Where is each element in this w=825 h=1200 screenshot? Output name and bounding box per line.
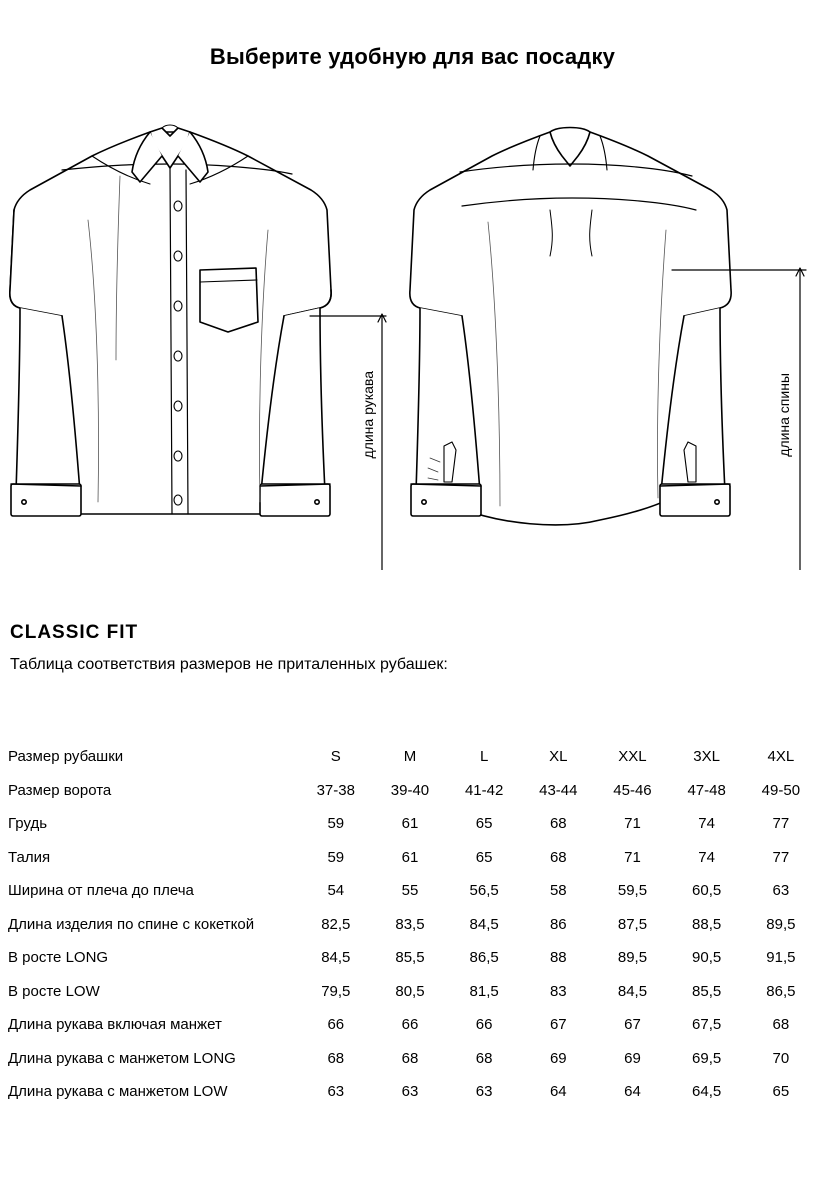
cell: 58 <box>549 882 567 900</box>
back-length-label: длина спины <box>776 373 792 457</box>
table-col-xl: XL <box>549 748 568 766</box>
cell: 59 <box>327 848 345 866</box>
cell: 86,5 <box>469 949 499 967</box>
shirt-illustration <box>0 110 825 570</box>
cell: 84,5 <box>321 949 351 967</box>
cell: 64,5 <box>692 1083 722 1101</box>
cell: 84,5 <box>469 915 499 933</box>
cell: 67 <box>624 1016 641 1034</box>
cell: 43-44 <box>539 781 578 799</box>
row-label: Талия <box>8 848 51 866</box>
table-col-3xl: 3XL <box>693 748 720 766</box>
cell: 47-48 <box>687 781 726 799</box>
table-row <box>8 1008 818 1042</box>
row-label: Длина рукава с манжетом LONG <box>8 1049 236 1067</box>
table-col-4xl: 4XL <box>767 748 795 766</box>
table-row <box>8 975 818 1009</box>
cell: 59 <box>327 815 345 833</box>
cell: 82,5 <box>321 915 351 933</box>
row-label: В росте LOW <box>8 982 100 1000</box>
cell: 54 <box>327 882 345 900</box>
cell: 79,5 <box>321 982 351 1000</box>
cell: 77 <box>772 815 790 833</box>
cell: 60,5 <box>692 882 722 900</box>
cell: 90,5 <box>692 949 722 967</box>
table-row <box>8 774 818 808</box>
table-row <box>8 908 818 942</box>
cell: 91,5 <box>766 949 796 967</box>
cell: 56,5 <box>469 882 499 900</box>
cell: 87,5 <box>617 915 648 933</box>
cell: 67,5 <box>692 1016 722 1034</box>
table-row <box>8 841 818 875</box>
cell: 45-46 <box>613 781 652 799</box>
cell: 77 <box>772 848 790 866</box>
cell: 41-42 <box>464 781 504 799</box>
size-table <box>8 740 818 1109</box>
cell: 65 <box>475 848 493 866</box>
row-label: В росте LONG <box>8 949 109 967</box>
cell: 83 <box>549 982 567 1000</box>
cell: 66 <box>327 1016 345 1034</box>
cell: 85,5 <box>692 982 722 1000</box>
cell: 66 <box>401 1016 419 1034</box>
cell: 68 <box>401 1049 419 1067</box>
cell: 85,5 <box>395 949 425 967</box>
cell: 69 <box>624 1049 641 1067</box>
cell: 63 <box>401 1083 419 1101</box>
cell: 68 <box>549 848 567 866</box>
table-row <box>8 807 818 841</box>
cell: 88,5 <box>692 915 722 933</box>
cell: 86 <box>549 915 567 933</box>
row-label: Длина изделия по спине с кокеткой <box>8 915 255 933</box>
cell: 63 <box>327 1083 345 1101</box>
cell: 81,5 <box>469 982 499 1000</box>
shirt-back-view <box>410 128 731 525</box>
cell: 89,5 <box>766 915 796 933</box>
cell: 74 <box>698 815 715 833</box>
cell: 65 <box>772 1083 790 1101</box>
cell: 70 <box>772 1049 790 1067</box>
table-col-l: L <box>479 748 489 766</box>
cell: 88 <box>549 949 567 967</box>
row-label: Размер ворота <box>8 781 112 799</box>
row-label: Длина рукава с манжетом LOW <box>8 1083 228 1101</box>
fit-subtitle: Таблица соответствия размеров не приталенных рубашек: <box>10 656 448 673</box>
cell: 71 <box>624 848 641 866</box>
cell: 61 <box>401 848 419 866</box>
fit-heading: CLASSIC FIT <box>10 622 139 643</box>
cell: 65 <box>475 815 493 833</box>
cell: 68 <box>327 1049 345 1067</box>
cell: 59,5 <box>617 882 648 900</box>
table-col-s: S <box>330 748 341 766</box>
table-row <box>8 941 818 975</box>
sleeve-length-label-wrap <box>356 310 380 520</box>
cell: 37-38 <box>316 781 355 799</box>
table-header-row <box>8 740 818 774</box>
cell: 63 <box>475 1083 493 1101</box>
cell: 68 <box>549 815 567 833</box>
cell: 68 <box>475 1049 493 1067</box>
cell: 66 <box>475 1016 493 1034</box>
row-label: Грудь <box>8 815 48 833</box>
cell: 68 <box>772 1016 790 1034</box>
page-title: Выберите удобную для вас посадку <box>209 44 616 69</box>
row-label: Ширина от плеча до плеча <box>8 882 194 900</box>
table-col-m: M <box>403 748 417 766</box>
row-label: Длина рукава включая манжет <box>8 1016 222 1034</box>
table-row <box>8 874 818 908</box>
shirt-front-view <box>10 125 331 516</box>
cell: 89,5 <box>617 949 648 967</box>
cell: 80,5 <box>395 982 425 1000</box>
table-col-xxl: XXL <box>618 748 647 766</box>
cell: 64 <box>624 1083 641 1101</box>
cell: 69 <box>549 1049 567 1067</box>
cell: 61 <box>401 815 419 833</box>
table-row <box>8 1075 818 1109</box>
cell: 49-50 <box>761 781 801 799</box>
cell: 63 <box>772 882 790 900</box>
cell: 67 <box>549 1016 567 1034</box>
cell: 39-40 <box>390 781 430 799</box>
cell: 64 <box>549 1083 567 1101</box>
cell: 69,5 <box>692 1049 722 1067</box>
table-header-label: Размер рубашки <box>8 748 124 766</box>
cell: 55 <box>401 882 419 900</box>
cell: 86,5 <box>766 982 796 1000</box>
cell: 84,5 <box>617 982 648 1000</box>
back-length-label-wrap <box>772 310 796 520</box>
cell: 71 <box>624 815 641 833</box>
cell: 74 <box>698 848 715 866</box>
table-row <box>8 1042 818 1076</box>
cell: 83,5 <box>395 915 425 933</box>
sleeve-length-label: длина рукава <box>360 371 376 459</box>
